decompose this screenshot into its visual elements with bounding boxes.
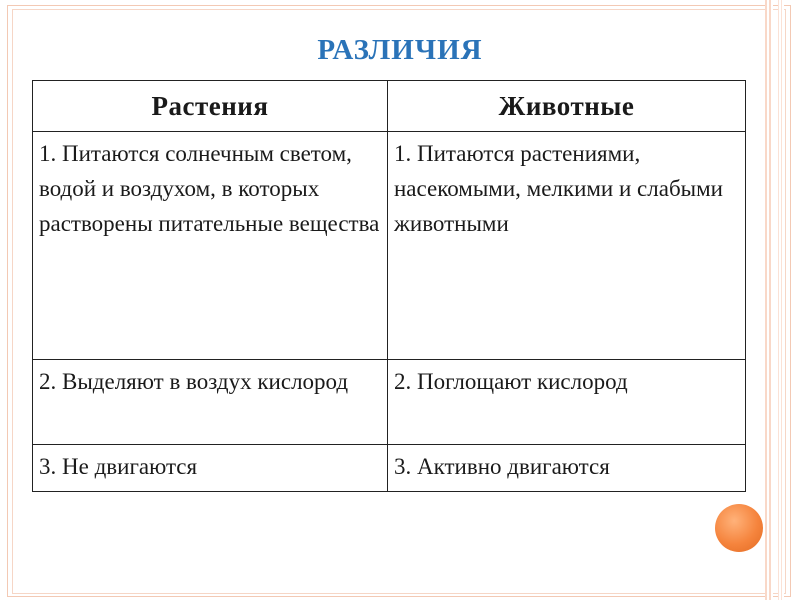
decorative-circle: [715, 504, 763, 552]
table-row: [33, 360, 746, 445]
cell-animals-movement: 3. Активно двигаются: [388, 445, 746, 492]
cell-plants-nutrition: 1. Питаются солнечным светом, водой и воздухом, в которых растворены питательные вещества: [33, 132, 388, 360]
cell-animals-nutrition: 1. Питаются растениями, насекомыми, мелкими и слабыми животными: [388, 132, 746, 360]
table-header-row: [33, 81, 746, 132]
decorative-stripes: [765, 0, 773, 600]
header-plants: Растения: [33, 81, 388, 132]
cell-plants-oxygen: 2. Выделяют в воздух кислород: [33, 360, 388, 445]
cell-plants-movement: 3. Не двигаются: [33, 445, 388, 492]
decorative-stripes-secondary: [778, 0, 784, 600]
header-animals: Животные: [388, 81, 746, 132]
comparison-table: [32, 80, 746, 492]
slide-title: РАЗЛИЧИЯ: [317, 34, 483, 66]
table-row: [33, 132, 746, 360]
table-row: [33, 445, 746, 492]
cell-animals-oxygen: 2. Поглощают кислород: [388, 360, 746, 445]
